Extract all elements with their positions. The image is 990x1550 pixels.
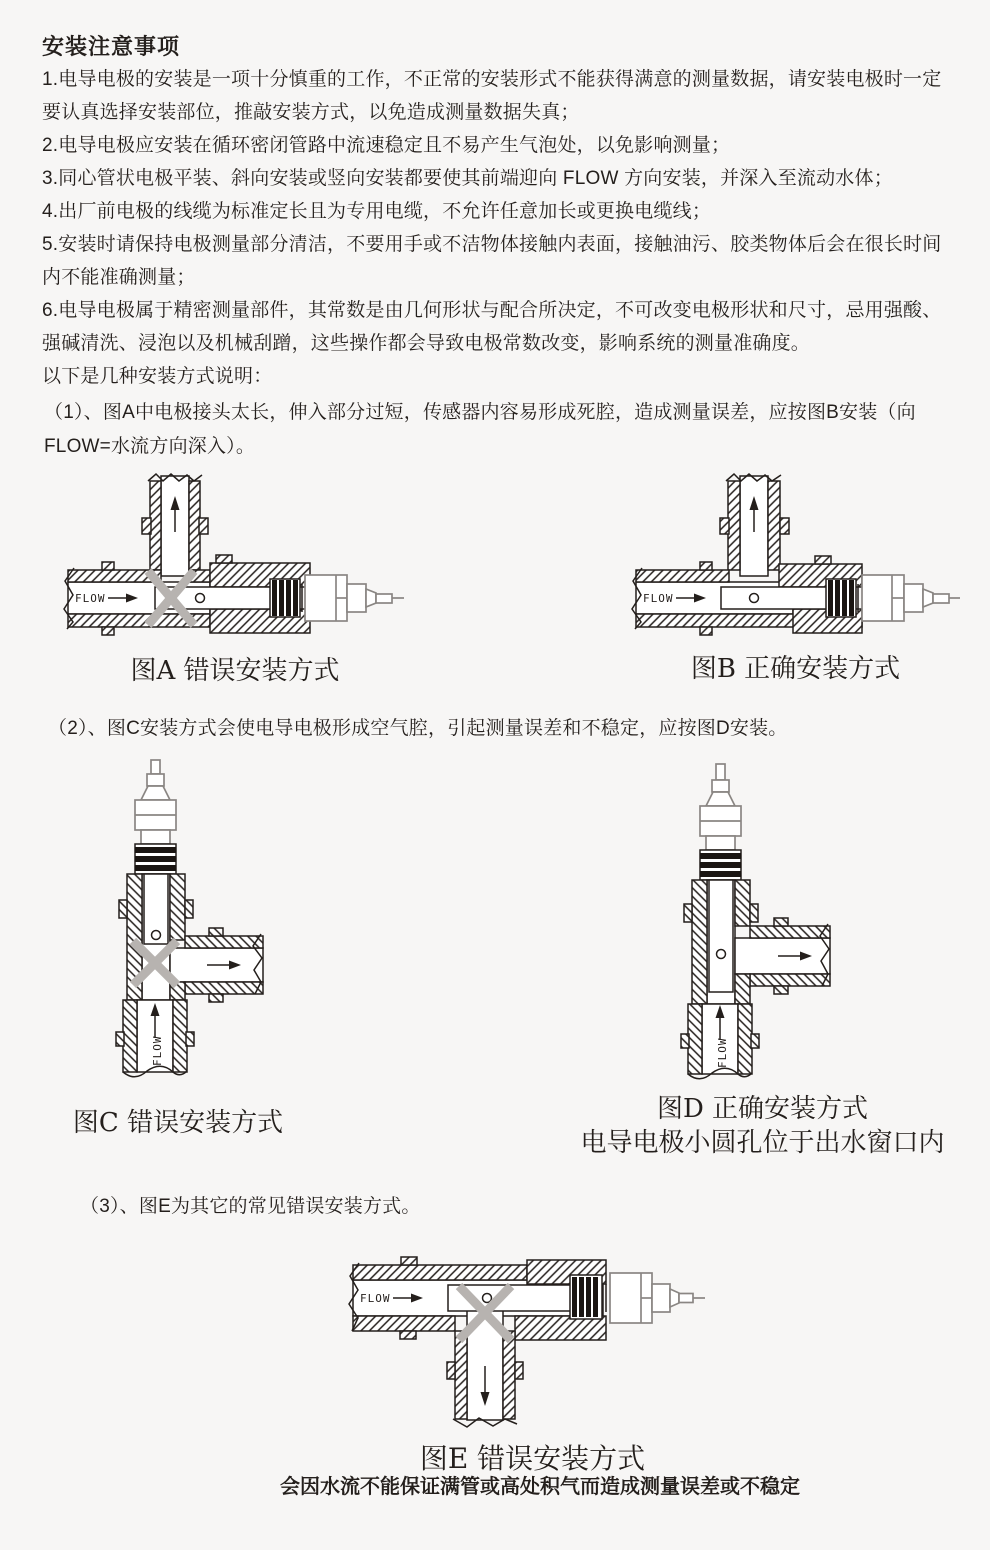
figure-a-diagram xyxy=(60,468,410,650)
figure-e-note: 会因水流不能保证满管或高处积气而造成测量误差或不稳定 xyxy=(280,1476,800,1498)
figure-d-caption: 图D 正确安装方式 xyxy=(656,1094,869,1124)
electrode-probe xyxy=(709,880,733,992)
section-1-text: （1）、图A中电极接头太长，伸入部分过短，传感器内容易形成死腔，造成测量误差，应按图B安装（向FLOW=水流方向深入）。 xyxy=(44,402,916,457)
notes-intro: 以下是几种安装方式说明： xyxy=(42,366,273,387)
electrode-probe xyxy=(144,874,168,944)
flow-label: FLOW xyxy=(716,1037,729,1068)
seal-rings xyxy=(135,844,176,874)
tee-pipe xyxy=(349,1257,606,1427)
installation-notes xyxy=(42,63,952,393)
note-item-6: 6.电导电极属于精密测量部件，其常数是由几何形状与配合所决定，不可改变电极形状和尺寸，忌用强酸、强碱清洗、浸泡以及机械刮蹭，这些操作都会导致电极常数改变，影响系统的测量准确度。 xyxy=(42,300,942,354)
tee-pipe xyxy=(64,474,210,635)
figure-e-diagram xyxy=(345,1252,720,1432)
flow-label: FLOW xyxy=(360,1292,391,1305)
figure-d-subcaption: 电导电极小圆孔位于出水窗口内 xyxy=(580,1128,945,1158)
electrode-hole xyxy=(483,1294,492,1303)
flow-label: FLOW xyxy=(75,592,106,605)
flow-label: FLOW xyxy=(151,1035,164,1066)
flow-label: FLOW xyxy=(643,592,674,605)
note-item-1: 1.电导电极的安装是一项十分慎重的工作，不正常的安装形式不能获得满意的测量数据，请安装电极时一定要认真选择安装部位，推敲安装方式，以免造成测量数据失真； xyxy=(42,69,942,123)
note-item-5: 5.安装时请保持电极测量部分清洁，不要用手或不洁物体接触内表面，接触油污、胶类物体后会在很长时间内不能准确测量； xyxy=(42,234,942,288)
electrode-hole xyxy=(750,594,759,603)
figure-c-caption: 图C 错误安装方式 xyxy=(72,1108,284,1138)
cable-connector xyxy=(700,764,741,850)
note-item-2: 2.电导电极应安装在循环密闭管路中流速稳定且不易产生气泡处，以免影响测量； xyxy=(42,135,731,156)
seal-rings xyxy=(570,1275,602,1319)
section-3-text: （3）、图E为其它的常见错误安装方式。 xyxy=(80,1196,421,1217)
figure-b-caption: 图B 正确安装方式 xyxy=(690,654,901,684)
electrode-hole xyxy=(152,931,161,940)
figure-d-diagram xyxy=(650,762,850,1092)
note-item-4: 4.出厂前电极的线缆为标准定长且为专用电缆，不允许任意加长或更换电缆线； xyxy=(42,201,712,222)
compression-fitting xyxy=(302,575,404,621)
figure-e-caption: 图E 错误安装方式 xyxy=(419,1442,646,1475)
tee-pipe xyxy=(681,880,830,1079)
section-2-text: （2）、图C安装方式会使电导电极形成空气腔，引起测量误差和不稳定，应按图D安装。 xyxy=(48,718,788,739)
compression-fitting xyxy=(606,1273,705,1323)
seal-rings xyxy=(270,579,300,617)
seal-rings xyxy=(826,579,856,617)
page-title: 安装注意事项 xyxy=(42,34,181,59)
figure-a-caption: 图A 错误安装方式 xyxy=(130,656,340,686)
cable-connector xyxy=(135,760,176,844)
figure-b-diagram xyxy=(628,468,963,650)
figure-c-diagram xyxy=(85,758,280,1088)
electrode-hole xyxy=(196,594,205,603)
electrode-hole xyxy=(717,950,726,959)
compression-fitting xyxy=(858,575,960,621)
note-item-3: 3.同心管状电极平装、斜向安装或竖向安装都要使其前端迎向 FLOW 方向安装，并深入至流动水体； xyxy=(42,168,893,189)
seal-rings xyxy=(700,850,741,880)
